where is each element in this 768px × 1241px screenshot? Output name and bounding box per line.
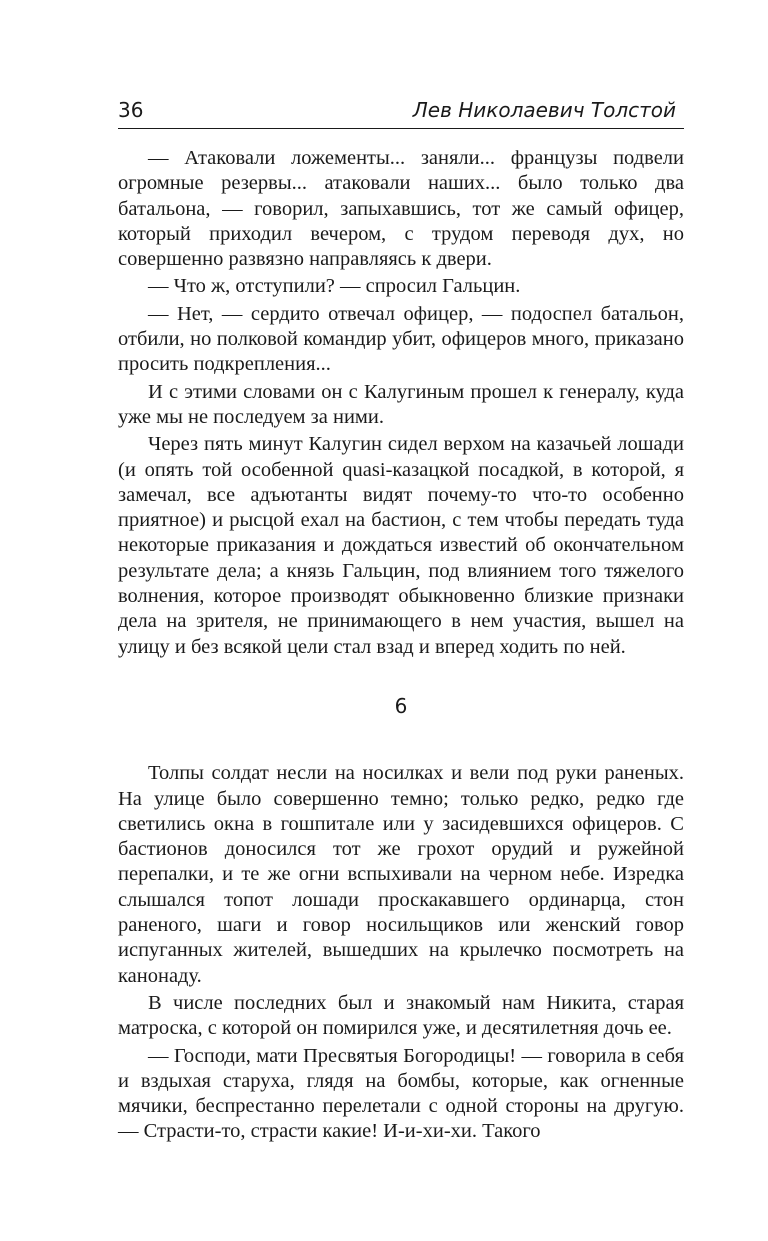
page-header bbox=[118, 96, 684, 129]
body-text bbox=[118, 146, 684, 1145]
paragraph: — Атаковали ложементы... заняли... французы подвели огромные резервы... атаковали наших... было только два батальона, — говорил, запыхавшись, тот же самый офицер, который приходил вечером, с трудом переводя дух, но совершенно развязно направляясь к двери. bbox=[118, 147, 684, 271]
paragraph: — Что ж, отступили? — спросил Гальцин. bbox=[148, 275, 521, 298]
paragraph: Через пять минут Калугин сидел верхом на казачьей лошади (и опять той особенной quasi-казацкой посадкой, в которой, я замечал, все адъютанты видят почему-то что-то особенно приятное) и рысцой ехал на бастион, с тем чтобы передать туда некоторые приказания и дождаться известий об окончательном результате дела; а князь Гальцин, под влиянием того тяжелого волнения, которое производят обыкновенно близкие признаки дела на зрителя, не принимающего в нем участия, вышел на улицу и без всякой цели стал взад и вперед ходить по ней. bbox=[118, 433, 684, 658]
running-title: Лев Николаевич Толстой bbox=[412, 98, 676, 122]
paragraph: — Нет, — сердито отвечал офицер, — подоспел батальон, отбили, но полковой командир убит, офицеров много, приказано просить подкрепления... bbox=[118, 302, 684, 376]
chapter-number: 6 bbox=[394, 693, 408, 718]
paragraph: Толпы солдат несли на носилках и вели под руки раненых. На улице было совершенно темно; только редко, редко где светились окна в гошпитале или у засидевшихся офицеров. С бастионов доносился тот же грохот орудий и ружейной перепалки, и те же огни вспыхивали на черном небе. Изредка слышался топот лошади проскакавшего ординарца, стон раненого, шаги и говор носильщиков или женский говор испуганных жителей, вышедших на крылечко посмотреть на канонаду. bbox=[118, 762, 684, 987]
paragraph: И с этими словами он с Калугиным прошел к генералу, куда уже мы не последуем за ними. bbox=[118, 380, 684, 428]
paragraph: — Господи, мати Пресвятыя Богородицы! — говорила в себя и вздыхая старуха, глядя на бомбы, которые, как огненные мячики, беспрестанно перелетали с одной стороны на другую. — Страсти-то, страсти какие! И-и-хи-хи. Такого bbox=[118, 1044, 684, 1143]
paragraph: В числе последних был и знакомый нам Никита, старая матроска, с которой он помирился уже, и десятилетняя дочь ее. bbox=[118, 991, 684, 1040]
page-number: 36 bbox=[118, 98, 144, 122]
